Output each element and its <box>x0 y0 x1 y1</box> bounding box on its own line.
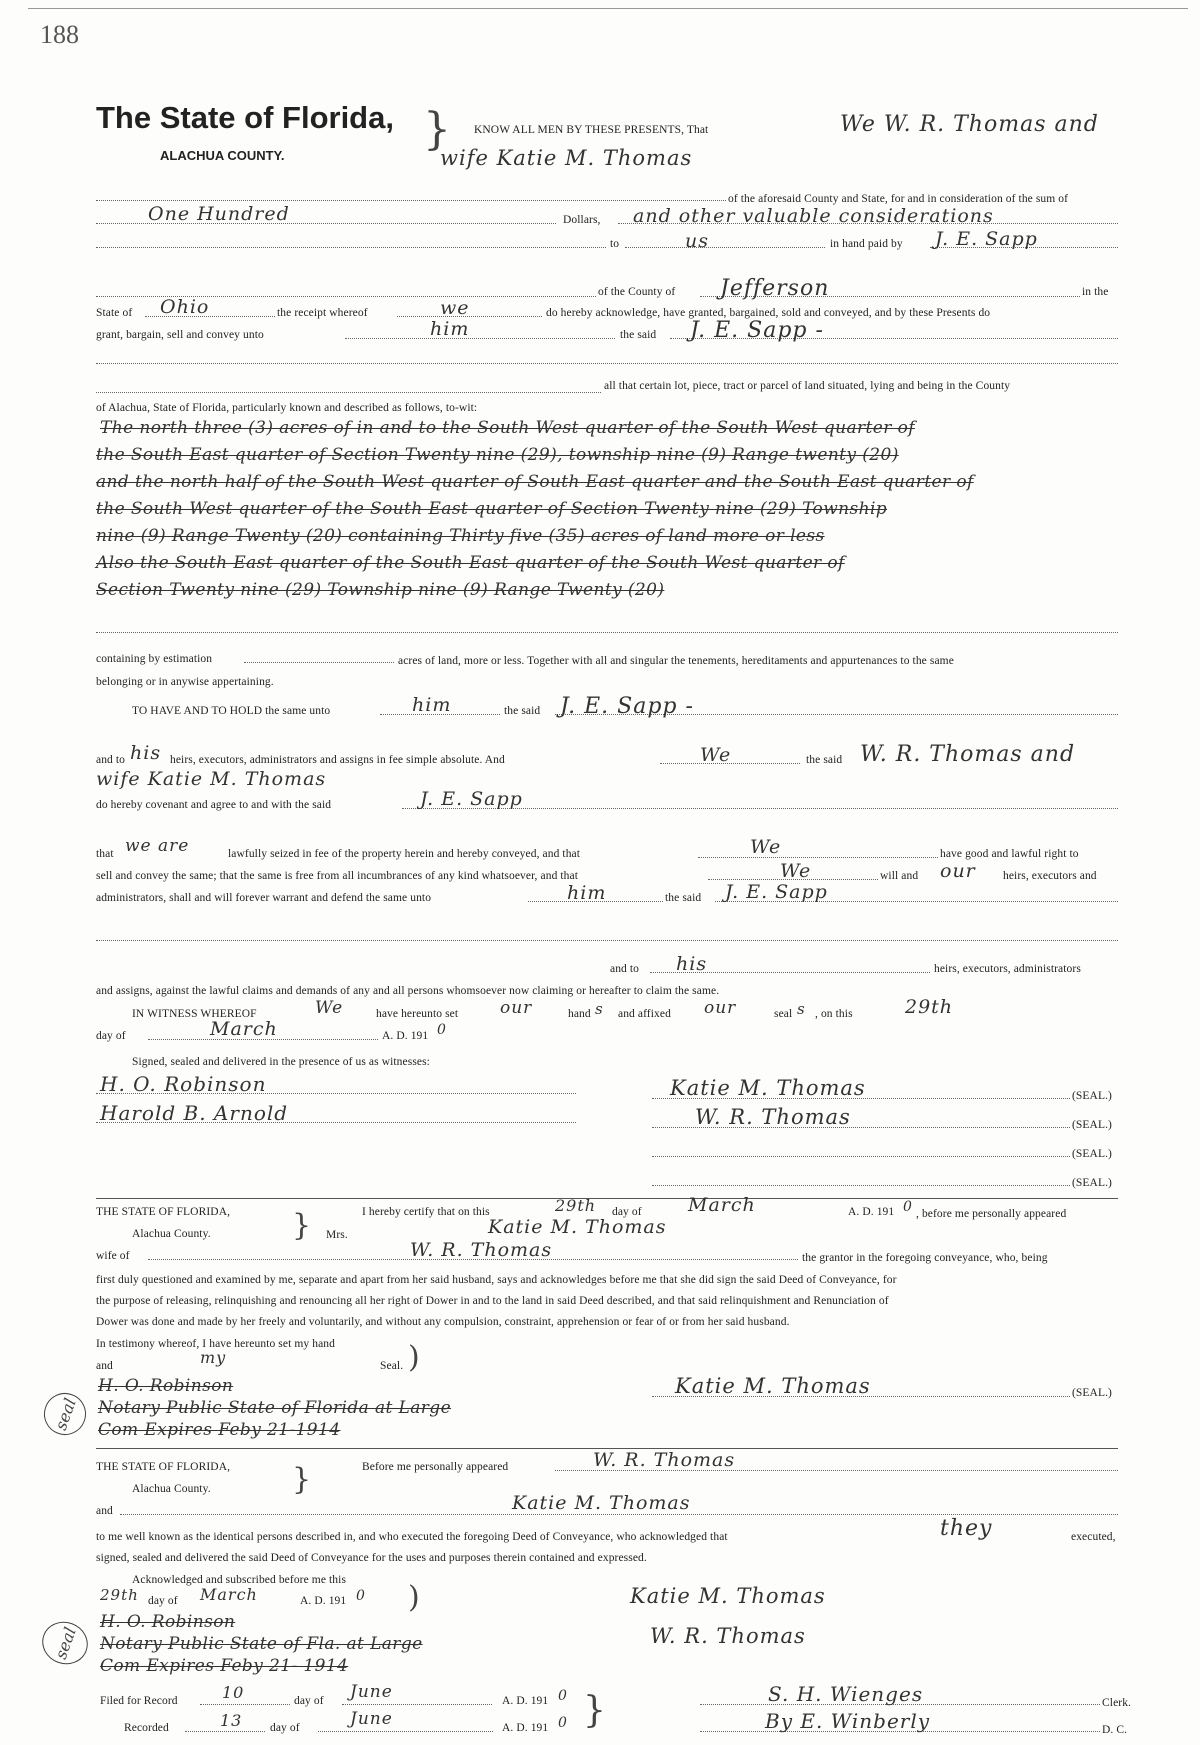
seized-who: we are <box>125 836 190 856</box>
cert1-certify: I hereby certify that on this <box>362 1206 490 1218</box>
admin-text: administrators, shall and will forever warrant and defend the same unto <box>96 892 432 904</box>
assigns-his: his <box>676 953 708 975</box>
cert1-notary: Com Expires Feby 21-1914 <box>98 1420 341 1440</box>
recorded-ad: A. D. 191 <box>502 1722 549 1734</box>
witness-we: We <box>315 998 344 1018</box>
heirs-rest: heirs, executors, administrators and assigns in fee simple absolute. And <box>170 754 505 766</box>
cert2-county: Alachua County. <box>132 1483 211 1495</box>
signed-text: Signed, sealed and delivered in the presence of us as witnesses: <box>132 1056 430 1068</box>
cert1-body: Dower was done and made by her freely and voluntarily, and without any compulsion, constraint, apprehension or fear of or from her said husband. <box>96 1316 790 1328</box>
description-line: The north three (3) acres of in and to the South West quarter of the South West quarter of <box>100 418 915 438</box>
grant-label: grant, bargain, sell and convey unto <box>96 329 264 341</box>
cert1-day: 29th <box>555 1196 597 1215</box>
grant-who: him <box>430 318 470 340</box>
witness-s2: s <box>797 1000 806 1018</box>
cert2-ack: Acknowledged and subscribed before me this <box>132 1574 347 1586</box>
witness-s1: s <box>595 1000 604 1018</box>
heirs-and-to: and to <box>96 754 126 766</box>
habendum-label: TO HAVE AND TO HOLD the same unto <box>132 705 331 717</box>
cert1-brace: } <box>292 1208 312 1243</box>
assigns-line2: and assigns, against the lawful claims and demands of any and all persons whomsoever now claiming or hereafter to claim the same. <box>96 985 720 997</box>
description-line: Section Twenty nine (29) Township nine (9) Range Twenty (20) <box>96 580 665 600</box>
cert2-body1: to me well known as the identical persons described in, and who executed the foregoing Deed of Conveyance, who acknowledged that <box>96 1531 728 1543</box>
filed-day-of: day of <box>294 1695 324 1707</box>
filed-year: 0 <box>558 1688 568 1704</box>
filing-brace: } <box>583 1690 606 1731</box>
cert2-year: 0 <box>356 1588 366 1604</box>
cert2-name1: W. R. Thomas <box>593 1449 736 1471</box>
assigns-and-to: and to <box>610 963 640 975</box>
cert2-day-of: day of <box>148 1595 178 1607</box>
witness-our2: our <box>704 998 737 1018</box>
sell-text: sell and convey the same; that the same is free from all incumbrances of any kind whatsoever, and that <box>96 870 579 882</box>
intro-text: KNOW ALL MEN BY THESE PRESENTS, That <box>474 124 709 136</box>
receipt-label: the receipt whereof <box>277 307 368 319</box>
seal-label: (SEAL.) <box>1072 1090 1112 1102</box>
recorded-year: 0 <box>558 1715 568 1731</box>
cert1-notary: Notary Public State of Florida at Large <box>98 1398 452 1418</box>
county-suffix: in the <box>1082 286 1109 298</box>
page-edge <box>28 8 1188 9</box>
grantors-line1: We W. R. Thomas and <box>840 112 1099 137</box>
witness-day-of: day of <box>96 1030 126 1042</box>
cert1-husband: W. R. Thomas <box>410 1239 553 1261</box>
filed-day: 10 <box>222 1683 245 1702</box>
notary-seal-stamp: seal <box>38 1387 92 1441</box>
paid-label: in hand paid by <box>830 238 903 250</box>
seal-label: (SEAL.) <box>1072 1148 1112 1160</box>
cert2-notary: Com Expires Feby 21- 1914 <box>100 1656 349 1676</box>
witness-month: March <box>210 1018 278 1040</box>
heirs-names: W. R. Thomas and <box>860 742 1076 767</box>
filed-label: Filed for Record <box>100 1695 178 1707</box>
cert1-my: my <box>200 1348 227 1367</box>
recorded-label: Recorded <box>124 1722 169 1734</box>
witness-year: 0 <box>437 1022 447 1038</box>
dollars-label: Dollars, <box>563 214 601 226</box>
description-line: and the north half of the South West quarter of South East quarter and the South East quarter of <box>96 472 974 492</box>
heirs-we: We <box>700 744 732 766</box>
recorded-day-of: day of <box>270 1722 300 1734</box>
sell-will: will and <box>880 870 919 882</box>
consideration-prefix: of the aforesaid County and State, for and in consideration of the sum of <box>728 193 1069 205</box>
cert1-state: THE STATE OF FLORIDA, <box>96 1206 231 1218</box>
estimation-label: containing by estimation <box>96 653 213 665</box>
admin-name: J. E. Sapp <box>725 881 828 903</box>
filed-ad: A. D. 191 <box>502 1695 549 1707</box>
cert1-month: March <box>688 1194 756 1216</box>
description-line: the South East quarter of Section Twenty nine (29), township nine (9) Range twenty (20) <box>96 445 899 465</box>
alachua-text: of Alachua, State of Florida, particularly known and described as follows, to-wit: <box>96 402 478 414</box>
cert1-body: first duly questioned and examined by me, separate and apart from her said husband, says and acknowledges before me that she did sign the said Deed of Conveyance, for <box>96 1274 897 1286</box>
cert1-year: 0 <box>903 1199 913 1215</box>
cert1-mrs-name: Katie M. Thomas <box>488 1216 667 1238</box>
witness-name: Harold B. Arnold <box>100 1101 289 1125</box>
grant-name: J. E. Sapp - <box>690 318 824 343</box>
heirs-his: his <box>130 742 162 764</box>
cert1-appeared: , before me personally appeared <box>916 1208 1067 1220</box>
seal-label: (SEAL.) <box>1072 1387 1112 1399</box>
sell-end: heirs, executors and <box>1003 870 1097 882</box>
cert2-executed: executed, <box>1071 1531 1116 1543</box>
cert1-and: and <box>96 1360 113 1372</box>
witness-on-this: , on this <box>815 1008 853 1020</box>
description-line: Also the South East quarter of the South East quarter of the South West quarter of <box>96 553 845 573</box>
cert2-state: THE STATE OF FLORIDA, <box>96 1461 231 1473</box>
witness-seal: seal <box>774 1008 793 1020</box>
habendum-who: him <box>412 694 452 716</box>
description-line: the South West quarter of the South East quarter of Section Twenty nine (29) Township <box>96 499 888 519</box>
paid-by: J. E. Sapp <box>935 228 1038 250</box>
witness-have: have hereunto set <box>376 1008 459 1020</box>
description-line: nine (9) Range Twenty (20) containing Thirty five (35) acres of land more or less <box>96 526 825 546</box>
filed-month: June <box>350 1682 393 1702</box>
seized-we: We <box>750 836 782 858</box>
witness-hands: hand <box>568 1008 591 1020</box>
cert2-and: and <box>96 1505 113 1517</box>
page-number: 188 <box>40 20 79 49</box>
cert2-signature: Katie M. Thomas <box>630 1584 826 1608</box>
witness-day: 29th <box>905 996 954 1018</box>
lot-text: all that certain lot, piece, tract or parcel of land situated, lying and being in the County <box>604 380 1011 392</box>
habendum-name: J. E. Sapp - <box>560 694 694 719</box>
witness-name: H. O. Robinson <box>100 1072 267 1096</box>
heirs-line2: wife Katie M. Thomas <box>96 768 327 790</box>
to-label: to <box>610 238 620 250</box>
consideration-other: and other valuable considerations <box>633 205 994 227</box>
sell-our: our <box>940 860 976 882</box>
cert1-notary: H. O. Robinson <box>98 1376 234 1396</box>
county-value: Jefferson <box>720 276 830 301</box>
state-value: Ohio <box>160 296 210 318</box>
estimation-text: acres of land, more or less. Together with all and singular the tenements, hereditaments and appurtenances to the same <box>398 655 954 667</box>
cert1-wife-of: wife of <box>96 1250 130 1262</box>
state-label: State of <box>96 307 133 319</box>
grantor-signature: W. R. Thomas <box>695 1105 851 1129</box>
cert2-notary: Notary Public State of Fla. at Large <box>100 1634 423 1654</box>
cert2-month: March <box>200 1585 258 1604</box>
cert2-brace2: ) <box>408 1580 420 1615</box>
county-title: ALACHUA COUNTY. <box>160 148 285 163</box>
cert2-brace: } <box>292 1462 312 1497</box>
clerk-signature: S. H. Wienges <box>768 1682 924 1706</box>
grantors-line2: wife Katie M. Thomas <box>440 146 693 170</box>
receipt-who: we <box>440 297 470 319</box>
cert1-body: the purpose of releasing, relinquishing and renouncing all her right of Dower in and to the land in said Deed described, and that said relinquishment and Renunciation of <box>96 1295 889 1307</box>
covenant-label: do hereby covenant and agree to and with the said <box>96 799 332 811</box>
county-label: of the County of <box>598 286 676 298</box>
cert2-ad: A. D. 191 <box>300 1595 347 1607</box>
habendum-said: the said <box>504 705 541 717</box>
seized-that: that <box>96 848 114 860</box>
cert2-body2: signed, sealed and delivered the said Deed of Conveyance for the uses and purposes therein contained and expressed. <box>96 1552 647 1564</box>
seized-rest: lawfully seized in fee of the property herein and hereby conveyed, and that <box>228 848 581 860</box>
cert1-seal: Seal. <box>380 1360 404 1372</box>
covenant-name: J. E. Sapp <box>420 788 523 810</box>
sell-we: We <box>780 860 812 882</box>
witness-our1: our <box>500 998 533 1018</box>
grant-said: the said <box>620 329 657 341</box>
clerk-label: Clerk. <box>1102 1697 1132 1709</box>
admin-who: him <box>567 882 607 904</box>
to-value: us <box>685 230 709 252</box>
notary-seal-stamp: seal <box>36 1615 94 1670</box>
state-title: The State of Florida, <box>96 100 394 135</box>
witness-affixed: and affixed <box>618 1008 671 1020</box>
seal-label: (SEAL.) <box>1072 1119 1112 1131</box>
deputy-clerk-signature: By E. Winberly <box>765 1709 931 1733</box>
seized-end: have good and lawful right to <box>940 848 1079 860</box>
cert1-signature: Katie M. Thomas <box>675 1374 871 1398</box>
cert2-day: 29th <box>100 1586 139 1604</box>
estimation-line2: belonging or in anywise appertaining. <box>96 676 274 688</box>
cert1-county: Alachua County. <box>132 1228 211 1240</box>
recorded-month: June <box>350 1709 393 1729</box>
cert1-testimony: In testimony whereof, I have hereunto set my hand <box>96 1338 335 1350</box>
header-brace: } <box>423 104 451 155</box>
cert1-grantor: the grantor in the foregoing conveyance, who, being <box>802 1252 1048 1264</box>
witness-label: IN WITNESS WHEREOF <box>132 1008 257 1020</box>
consideration-amount: One Hundred <box>148 203 290 225</box>
cert2-signature: W. R. Thomas <box>650 1624 806 1648</box>
heirs-said: the said <box>806 754 843 766</box>
recorded-day: 13 <box>220 1711 243 1730</box>
cert2-notary: H. O. Robinson <box>100 1612 236 1632</box>
cert2-name2: Katie M. Thomas <box>512 1492 691 1514</box>
deputy-clerk-label: D. C. <box>1102 1724 1128 1736</box>
cert1-day-of: day of <box>612 1206 642 1218</box>
cert2-before: Before me personally appeared <box>362 1461 509 1473</box>
admin-said: the said <box>665 892 702 904</box>
grantor-signature: Katie M. Thomas <box>670 1076 866 1100</box>
cert1-ad: A. D. 191 <box>848 1206 895 1218</box>
assigns-end: heirs, executors, administrators <box>934 963 1081 975</box>
seal-label: (SEAL.) <box>1072 1177 1112 1189</box>
cert2-they: they <box>940 1516 993 1541</box>
receipt-rest: do hereby acknowledge, have granted, bargained, sold and conveyed, and by these Presents do <box>546 307 991 319</box>
cert1-mrs: Mrs. <box>326 1229 348 1241</box>
cert1-seal-brace: ) <box>408 1340 420 1375</box>
witness-ad: A. D. 191 <box>382 1030 429 1042</box>
